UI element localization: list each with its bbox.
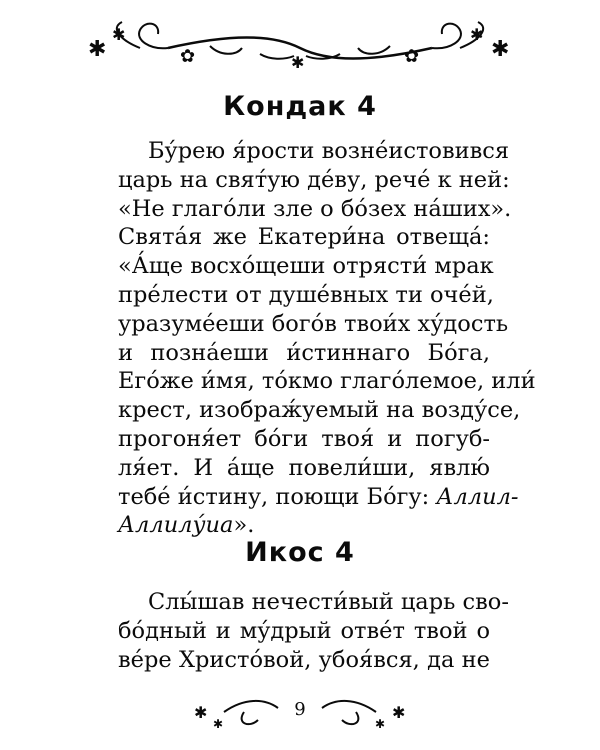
text-line: Свята́я же Екатери́на отвеща́: [118,224,490,251]
asterisk-icon: ✱ [470,25,484,44]
text-line: бо́дный и му́дрый отве́т твой о [118,617,490,644]
text-line: пре́лести от душе́вных ти оче́й, [118,281,494,308]
text-line: Слы́шав нечести́вый царь сво- [148,589,509,615]
text-line: Его́же и́мя, то́кмо глаго́лемое, или́ [118,368,536,395]
asterisk-icon: ✱ [112,25,126,44]
alleluia-italic: Аллил- [436,483,519,510]
text-line: ля́ет. И а́ще повели́ши, явлю́ [118,454,490,481]
text-line: ве́ре Христо́вой, убоя́вся, да не [118,646,490,673]
ikos-heading: Икос 4 [245,537,355,568]
text-line: и позна́еши и́стиннаго Бо́га, [118,339,490,366]
ikos-paragraph [118,588,509,674]
asterisk-icon: ✱ [375,717,386,731]
kondak-heading: Кондак 4 [223,91,377,122]
asterisk-icon: ✱ [213,717,224,731]
top-ornament [0,10,600,70]
asterisk-icon: ✱ [88,37,107,62]
asterisk-icon: ✱ [392,703,406,722]
text-run: ». [233,512,255,539]
text-line [118,511,490,540]
alleluia-italic-end: Аллилу́иа [118,512,234,539]
text-line [118,483,519,512]
text-line: Бу́рею я́рости возне́истовився [148,138,510,164]
asterisk-icon: ✱ [194,703,208,722]
text-line: «Не глаго́ли зле о бо́зех на́ших». [118,195,512,222]
asterisk-icon: ✱ [291,53,305,70]
kondak-paragraph [118,137,536,540]
text-run: тебе́ и́стину, поющи Бо́гу: [118,483,437,510]
page-number: 9 [294,699,306,720]
text-line: крест, изображ́уемый на возду́се, [118,397,521,424]
flower-icon: ✿ [180,46,196,67]
text-line: прогоня́ет бо́ги твоя́ и погуб- [118,425,490,452]
text-line: «А́ще восхо́щеши отрясти́ мрак [118,253,494,280]
flower-icon: ✿ [404,46,420,67]
text-line: царь на свят́ую де́ву, рече́ к ней: [118,166,510,193]
text-line: уразуме́еши бого́в твои́х ху́дость [118,310,509,337]
asterisk-icon: ✱ [491,37,510,62]
